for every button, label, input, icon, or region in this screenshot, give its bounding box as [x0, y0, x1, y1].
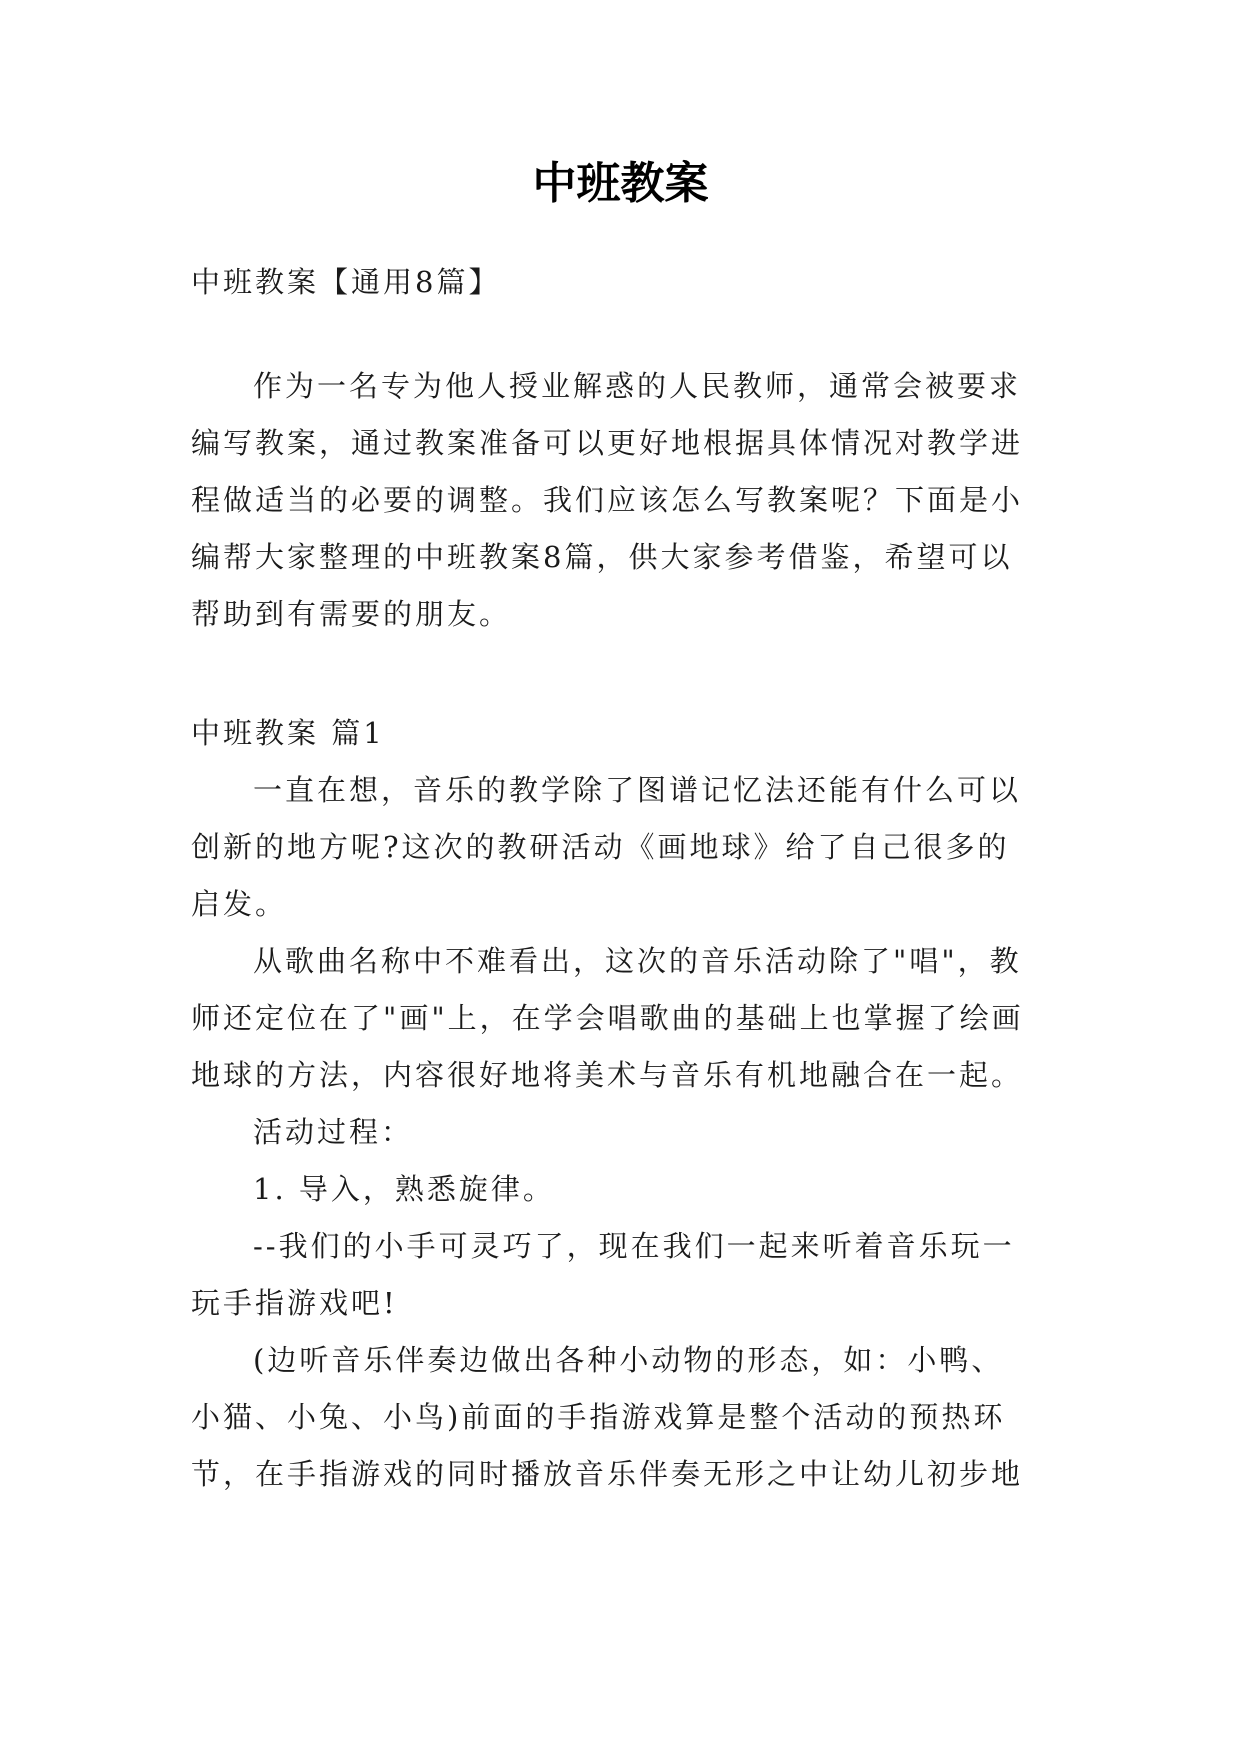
text-line: 作为一名专为他人授业解惑的人民教师，通常会被要求: [253, 369, 1022, 403]
text-line: 小猫、小兔、小鸟)前面的手指游戏算是整个活动的预热环: [191, 1400, 1006, 1434]
document-subtitle: 中班教案【通用8篇】: [191, 265, 501, 299]
text-line: 1. 导入，熟悉旋律。: [253, 1172, 555, 1206]
text-line: 节，在手指游戏的同时播放音乐伴奏无形之中让幼儿初步地: [191, 1457, 1024, 1491]
page-title: 中班教案: [532, 158, 709, 209]
text-line: 一直在想，音乐的教学除了图谱记忆法还能有什么可以: [253, 773, 1022, 807]
text-line: 玩手指游戏吧!: [191, 1286, 398, 1320]
text-line: --我们的小手可灵巧了，现在我们一起来听着音乐玩一: [253, 1229, 1015, 1263]
text-line: 师还定位在了"画"上，在学会唱歌曲的基础上也掌握了绘画: [191, 1001, 1024, 1035]
text-line: 从歌曲名称中不难看出，这次的音乐活动除了"唱"，教: [253, 944, 1022, 978]
text-line: 启发。: [191, 887, 288, 921]
text-line: 活动过程：: [253, 1115, 414, 1149]
text-line: 程做适当的必要的调整。我们应该怎么写教案呢？下面是小: [191, 483, 1024, 517]
text-line: 地球的方法，内容很好地将美术与音乐有机地融合在一起。: [191, 1058, 1024, 1092]
text-line: 编帮大家整理的中班教案8篇，供大家参考借鉴，希望可以: [191, 540, 1013, 574]
section-heading: 中班教案 篇1: [191, 716, 385, 750]
text-line: (边听音乐伴奏边做出各种小动物的形态，如：小鸭、: [253, 1343, 1004, 1377]
text-line: 帮助到有需要的朋友。: [191, 597, 512, 631]
text-line: 创新的地方呢?这次的教研活动《画地球》给了自己很多的: [191, 830, 1010, 864]
text-line: 编写教案，通过教案准备可以更好地根据具体情况对教学进: [191, 426, 1024, 460]
